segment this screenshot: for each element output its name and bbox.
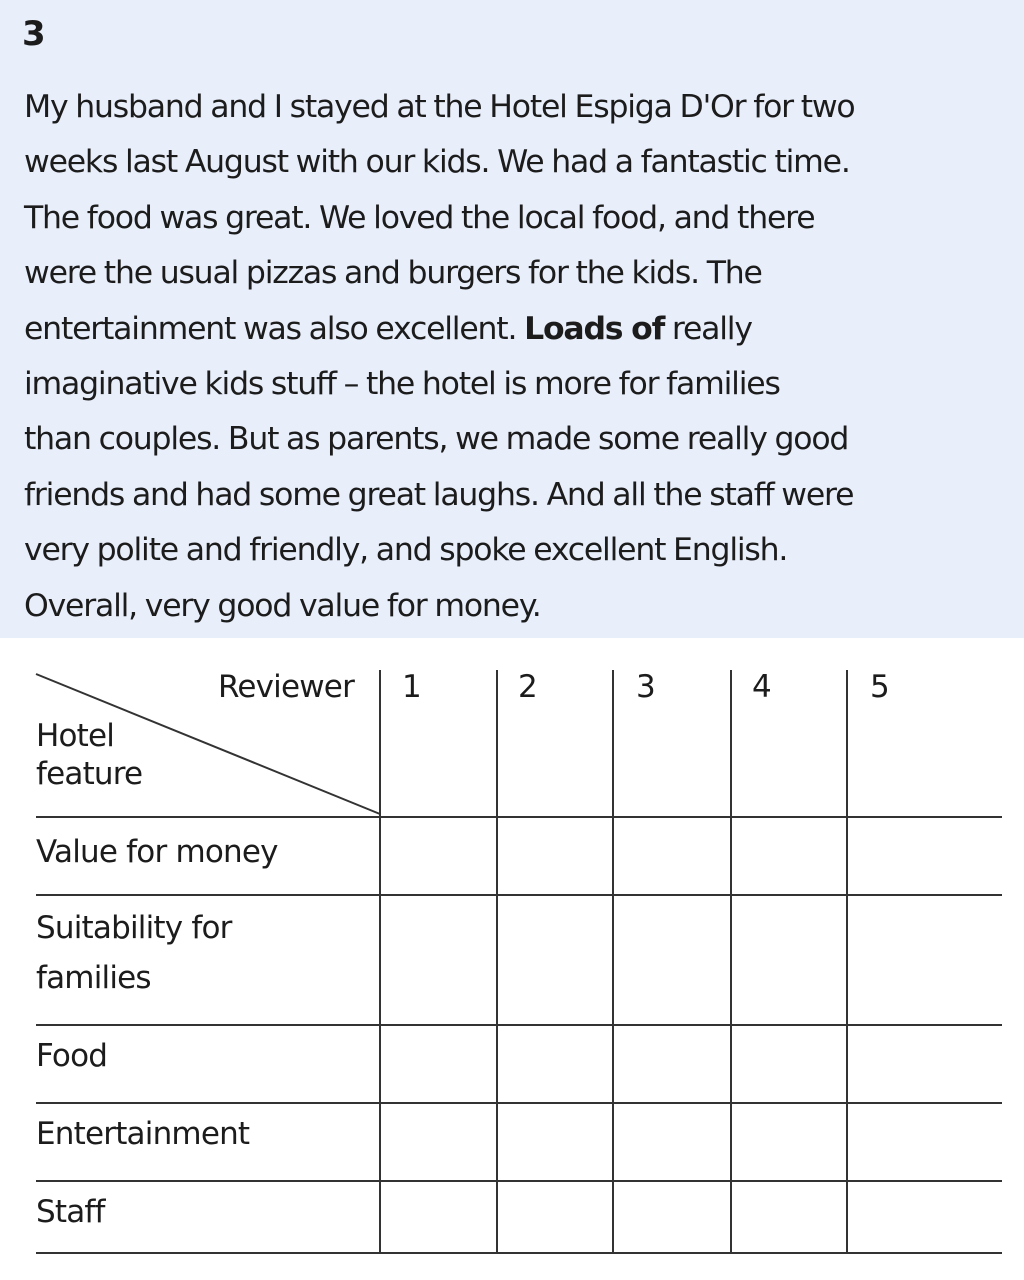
- feature-label: Value for money: [36, 834, 278, 870]
- feature-label: Suitability for: [36, 910, 232, 946]
- review-line: weeks last August with our kids. We had a fantastic time.: [24, 144, 850, 181]
- corner-diagonal: [0, 638, 1024, 1280]
- corner-label-hotel: Hotel: [36, 718, 115, 754]
- review-text: [24, 80, 1009, 634]
- review-line: My husband and I stayed at the Hotel Espiga D'Or for two: [24, 89, 855, 125]
- corner-label-feature: feature: [36, 756, 143, 792]
- review-line-start: entertainment was also excellent.: [24, 310, 517, 347]
- review-line: Overall, very good value for money.: [24, 587, 541, 624]
- review-line: than couples. But as parents, we made some really good: [24, 421, 849, 458]
- review-line: The food was great. We loved the local food, and there: [24, 199, 815, 236]
- reviewer-header: 3: [636, 669, 655, 705]
- feature-label: families: [36, 960, 151, 996]
- row-divider: [36, 1102, 1002, 1104]
- column-divider: [730, 670, 732, 1254]
- reviewer-header: 5: [870, 669, 889, 705]
- corner-label-reviewer: Reviewer: [218, 669, 355, 705]
- review-line: very polite and friendly, and spoke excellent English.: [24, 532, 788, 569]
- review-line-end: really: [671, 310, 752, 347]
- review-box: [0, 0, 1024, 638]
- row-divider: [36, 894, 1002, 896]
- feature-label: Food: [36, 1038, 108, 1074]
- review-line: friends and had some great laughs. And all the staff were: [24, 476, 854, 513]
- column-divider: [379, 670, 381, 1254]
- feature-label: Staff: [36, 1194, 105, 1230]
- row-divider: [36, 816, 1002, 818]
- reviewer-header: 2: [518, 669, 537, 705]
- review-line: were the usual pizzas and burgers for the kids. The: [24, 255, 762, 292]
- row-divider: [36, 1024, 1002, 1026]
- review-line: imaginative kids stuff – the hotel is more for families: [24, 366, 780, 403]
- review-line-with-bold: [24, 302, 1009, 357]
- row-divider: [36, 1252, 1002, 1254]
- reviewer-header: 4: [752, 669, 771, 705]
- column-divider: [612, 670, 614, 1254]
- row-divider: [36, 1180, 1002, 1182]
- review-table: [0, 638, 1024, 1280]
- review-number: 3: [22, 14, 46, 54]
- column-divider: [496, 670, 498, 1254]
- column-divider: [846, 670, 848, 1254]
- bold-phrase: Loads of: [524, 310, 665, 347]
- feature-label: Entertainment: [36, 1116, 250, 1152]
- reviewer-header: 1: [402, 669, 421, 705]
